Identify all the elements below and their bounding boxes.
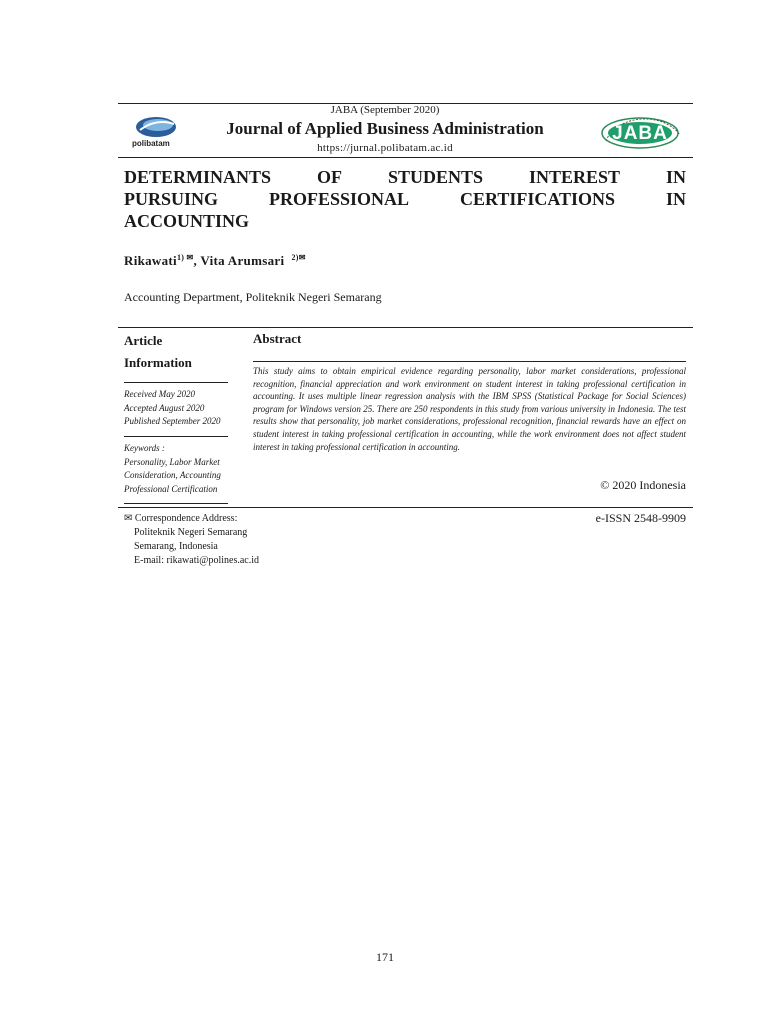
article-info-heading-line2: Information xyxy=(124,355,192,370)
correspondence-label: ✉ Correspondence Address: xyxy=(124,513,238,524)
keywords-block xyxy=(124,442,228,496)
author-2: Vita Arumsari xyxy=(200,253,285,268)
polibatam-logo-text: polibatam xyxy=(132,139,170,148)
page-number: 171 xyxy=(376,950,394,964)
jaba-logo xyxy=(598,105,688,155)
author-2-marker: 2)✉ xyxy=(291,253,306,262)
title-word: PURSUING xyxy=(124,189,219,209)
sidebar-rule-2 xyxy=(124,436,228,437)
keywords-label: Keywords : xyxy=(124,443,165,453)
copyright: © 2020 Indonesia xyxy=(600,478,686,492)
authors xyxy=(124,253,306,269)
affiliation: Accounting Department, Politeknik Negeri Semarang xyxy=(124,290,382,304)
title-line-2 xyxy=(124,188,686,210)
author-1-marker: 1) ✉ xyxy=(176,253,194,262)
article-title xyxy=(124,166,686,232)
correspondence-email[interactable]: E-mail: rikawati@polines.ac.id xyxy=(134,555,260,566)
journal-title: Journal of Applied Business Administration xyxy=(226,119,544,138)
keywords-line: Professional Certification xyxy=(124,483,218,494)
journal-url[interactable]: https://jurnal.polibatam.ac.id xyxy=(317,142,453,154)
sidebar-rule-3 xyxy=(124,503,228,504)
header-bottom-rule xyxy=(118,157,693,158)
published-date: Published September 2020 xyxy=(124,416,221,426)
title-word: CERTIFICATIONS xyxy=(459,189,616,209)
journal-issue: JABA (September 2020) xyxy=(330,104,440,116)
title-line-3 xyxy=(124,210,686,232)
author-1: Rikawati xyxy=(124,253,177,268)
received-date: Received May 2020 xyxy=(124,389,195,399)
title-word: IN xyxy=(665,189,686,209)
abstract-heading: Abstract xyxy=(253,331,302,346)
section-top-rule xyxy=(118,327,693,328)
jaba-logo-text: JABA xyxy=(612,123,668,144)
sidebar-rule-1 xyxy=(124,382,228,383)
accepted-date: Accepted August 2020 xyxy=(124,402,205,413)
e-issn: e-ISSN 2548-9909 xyxy=(595,511,686,525)
correspondence-line: Semarang, Indonesia xyxy=(134,541,218,552)
section-bottom-rule xyxy=(118,507,693,508)
correspondence-line: Politeknik Negeri Semarang xyxy=(134,527,248,538)
title-word: INTEREST xyxy=(528,167,620,187)
title-word: DETERMINANTS xyxy=(124,167,272,187)
title-word: ACCOUNTING xyxy=(124,211,250,231)
article-info-heading-line1: Article xyxy=(124,333,163,348)
abstract-text: This study aims to obtain empirical evidence regarding personality, labor market considerations, professional recognition, financial appreciation and work environment on student interest in taking professional certification in accounting. It uses multiple linear regression analysis with the IBM SPSS (Statistical Package for Social Sciences) program for Windows version 25. There are 250 respondents in this study from various university in Indonesia. The test results show that personality, job market considerations, professional recognition, financial rewards have an effect on student interest in taking professional certification in accounting, while the work environment does not affect student interest in taking professional certification in accounting. xyxy=(253,366,686,452)
author-separator: , xyxy=(193,253,201,268)
article-dates xyxy=(124,388,228,429)
title-word: OF xyxy=(316,167,342,187)
keywords-line: Personality, Labor Market xyxy=(124,456,220,467)
keywords-line: Consideration, Accounting xyxy=(124,470,221,480)
title-word: STUDENTS xyxy=(387,167,483,187)
title-word: IN xyxy=(665,167,686,187)
correspondence xyxy=(124,512,259,568)
title-line-1 xyxy=(124,166,686,188)
article-info-heading xyxy=(124,330,228,374)
title-word: PROFESSIONAL xyxy=(268,189,409,209)
abstract-rule xyxy=(253,361,686,362)
